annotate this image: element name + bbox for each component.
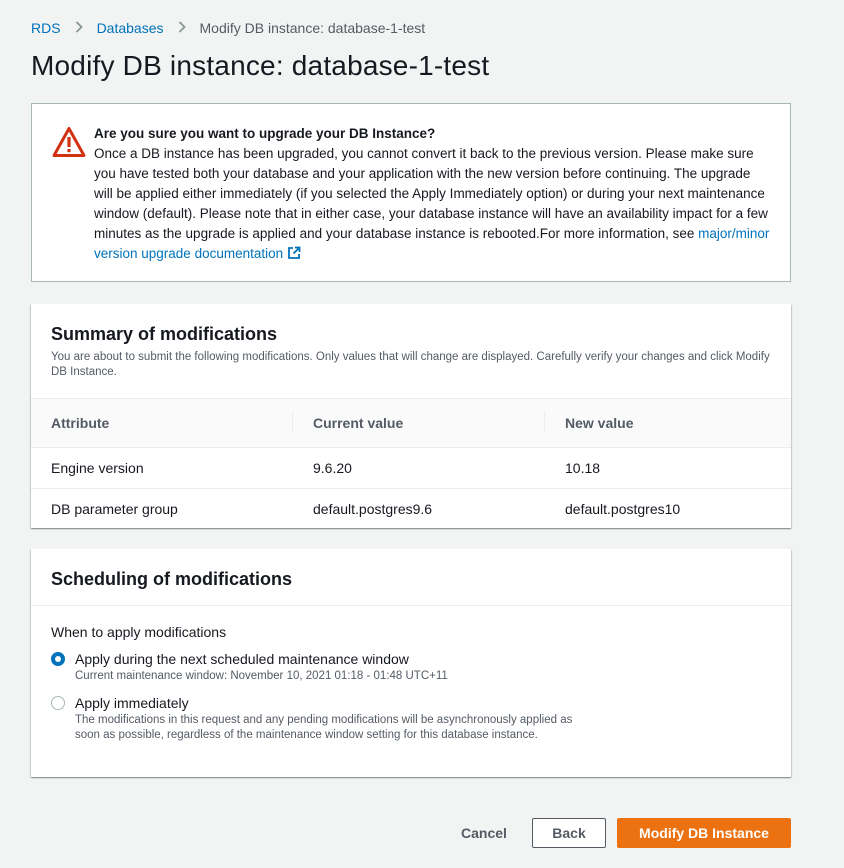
upgrade-warning-alert xyxy=(31,103,791,282)
chevron-right-icon xyxy=(75,21,83,36)
radio-maintenance-window[interactable] xyxy=(51,652,65,666)
breadcrumb-rds[interactable]: RDS xyxy=(31,20,61,36)
summary-description: You are about to submit the following modifications. Only values that will change are displayed. Carefully verify your changes and click Modify DB Instance. xyxy=(51,351,770,378)
external-link-icon xyxy=(287,246,301,266)
option-apply-immediately[interactable] xyxy=(51,693,771,743)
cell-current-value: default.postgres9.6 xyxy=(313,500,433,517)
column-header-new-value: New value xyxy=(565,415,791,431)
link-text: major/minor version upgrade documentation xyxy=(94,226,770,261)
option-maintenance-window[interactable] xyxy=(51,649,771,684)
cancel-button[interactable]: Cancel xyxy=(449,818,519,848)
cell-new-value: 10.18 xyxy=(565,460,601,476)
option-description: Current maintenance window: November 10, 2021 01:18 - 01:48 UTC+11 xyxy=(75,670,448,682)
alert-body-text: Once a DB instance has been upgraded, you cannot convert it back to the previous version. Please make sure you have tested both your database and your application with the new version before continuing. The upgrade will be applied either immediately (if you selected the Apply Immediately option) or during your next maintenance window (default). Please note that in either case, your database instance will have an availability impact for a few minutes as the upgrade is applied and your database instance is rebooted.For more information, see xyxy=(94,146,768,241)
chevron-right-icon xyxy=(178,21,186,36)
column-header-current-value: Current value xyxy=(313,415,565,431)
form-actions xyxy=(449,818,791,848)
option-label: Apply during the next scheduled maintenance window xyxy=(75,651,409,667)
radio-apply-immediately[interactable] xyxy=(51,696,65,710)
breadcrumb-databases[interactable]: Databases xyxy=(96,20,164,36)
summary-title: Summary of modifications xyxy=(51,324,278,344)
back-button[interactable]: Back xyxy=(532,818,606,848)
modifications-table xyxy=(31,398,791,528)
summary-of-modifications-panel xyxy=(31,304,791,528)
cell-new-value: default.postgres10 xyxy=(565,500,681,517)
alert-body xyxy=(94,144,770,266)
cell-attribute: Engine version xyxy=(51,460,144,476)
cell-current-value: 9.6.20 xyxy=(313,460,352,476)
option-label: Apply immediately xyxy=(75,695,189,711)
alert-title: Are you sure you want to upgrade your DB Instance? xyxy=(94,126,436,141)
cell-attribute: DB parameter group xyxy=(51,500,178,517)
table-row xyxy=(31,488,791,528)
page-title: Modify DB instance: database-1-test xyxy=(31,50,490,81)
breadcrumb xyxy=(31,19,425,37)
table-row xyxy=(31,448,791,488)
scheduling-title: Scheduling of modifications xyxy=(51,569,293,589)
column-header-attribute: Attribute xyxy=(51,415,110,431)
modify-db-instance-button[interactable]: Modify DB Instance xyxy=(617,818,791,848)
warning-icon xyxy=(52,126,86,158)
when-to-apply-label: When to apply modifications xyxy=(51,624,227,640)
option-description: The modifications in this request and any pending modifications will be asynchronously applied as soon as possible, regardless of the maintenance window setting for this database instance. xyxy=(75,714,573,741)
scheduling-of-modifications-panel xyxy=(31,549,791,777)
breadcrumb-current: Modify DB instance: database-1-test xyxy=(199,20,426,36)
table-header xyxy=(31,398,791,448)
